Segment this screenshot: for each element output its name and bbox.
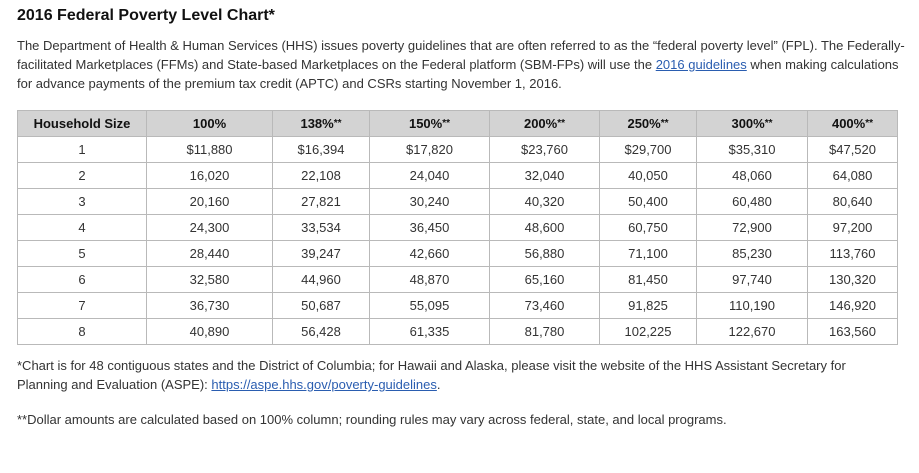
table-row xyxy=(18,215,898,241)
poverty-amount-cell: 27,821 xyxy=(273,189,370,215)
intro-text-end: when making calculations for advance payments of the premium tax credit (APTC) and CSRs starting November 1, 2016. xyxy=(17,57,899,91)
poverty-amount-cell: 20,160 xyxy=(147,189,273,215)
household-size-cell: 4 xyxy=(18,215,147,241)
poverty-amount-cell: 146,920 xyxy=(808,293,898,319)
column-header xyxy=(370,111,490,137)
poverty-amount-cell: 71,100 xyxy=(600,241,697,267)
poverty-amount-cell: 40,050 xyxy=(600,163,697,189)
poverty-amount-cell: 40,890 xyxy=(147,319,273,345)
footnote-text: *Chart is for 48 contiguous states and the District of Columbia; for Hawaii and Alaska, please visit the website of the HHS Assistant Secretary for Planning and Evaluation (ASPE): xyxy=(17,358,846,392)
table-body xyxy=(18,137,898,345)
table-header-row xyxy=(18,111,898,137)
poverty-amount-cell: 32,580 xyxy=(147,267,273,293)
poverty-amount-cell: 30,240 xyxy=(370,189,490,215)
aspe-link[interactable]: https://aspe.hhs.gov/poverty-guidelines xyxy=(211,377,437,392)
table-row xyxy=(18,319,898,345)
poverty-amount-cell: $47,520 xyxy=(808,137,898,163)
column-header-asterisks: ** xyxy=(764,118,773,129)
poverty-amount-cell: 113,760 xyxy=(808,241,898,267)
poverty-amount-cell: 97,200 xyxy=(808,215,898,241)
poverty-amount-cell: 40,320 xyxy=(490,189,600,215)
poverty-amount-cell: 81,450 xyxy=(600,267,697,293)
poverty-amount-cell: 24,040 xyxy=(370,163,490,189)
poverty-amount-cell: 64,080 xyxy=(808,163,898,189)
column-header-asterisks: ** xyxy=(865,118,874,129)
household-size-cell: 1 xyxy=(18,137,147,163)
poverty-amount-cell: 48,060 xyxy=(697,163,808,189)
footnote-period: . xyxy=(436,377,441,392)
poverty-amount-cell: 80,640 xyxy=(808,189,898,215)
poverty-amount-cell: 56,428 xyxy=(273,319,370,345)
poverty-amount-cell: 81,780 xyxy=(490,319,600,345)
column-header-asterisks: ** xyxy=(442,118,451,129)
poverty-amount-cell: 48,870 xyxy=(370,267,490,293)
table-row xyxy=(18,241,898,267)
intro-paragraph xyxy=(17,36,907,93)
poverty-amount-cell: 36,730 xyxy=(147,293,273,319)
poverty-amount-cell: $17,820 xyxy=(370,137,490,163)
column-header xyxy=(697,111,808,137)
household-size-cell: 2 xyxy=(18,163,147,189)
poverty-amount-cell: $23,760 xyxy=(490,137,600,163)
poverty-amount-cell: 36,450 xyxy=(370,215,490,241)
poverty-amount-cell: 56,880 xyxy=(490,241,600,267)
poverty-amount-cell: 110,190 xyxy=(697,293,808,319)
poverty-amount-cell: 73,460 xyxy=(490,293,600,319)
column-header-label: Household Size xyxy=(33,116,131,131)
poverty-amount-cell: 32,040 xyxy=(490,163,600,189)
column-header-asterisks: ** xyxy=(333,118,342,129)
table-row xyxy=(18,137,898,163)
poverty-amount-cell: 72,900 xyxy=(697,215,808,241)
poverty-amount-cell: 33,534 xyxy=(273,215,370,241)
footnote-rounding: **Dollar amounts are calculated based on 100% column; rounding rules may vary across federal, state, and local programs. xyxy=(17,412,727,427)
poverty-amount-cell: 65,160 xyxy=(490,267,600,293)
poverty-amount-cell: $35,310 xyxy=(697,137,808,163)
poverty-amount-cell: $29,700 xyxy=(600,137,697,163)
column-header xyxy=(273,111,370,137)
table-row xyxy=(18,267,898,293)
household-size-cell: 5 xyxy=(18,241,147,267)
poverty-amount-cell: 55,095 xyxy=(370,293,490,319)
poverty-amount-cell: 122,670 xyxy=(697,319,808,345)
poverty-amount-cell: 22,108 xyxy=(273,163,370,189)
poverty-amount-cell: 61,335 xyxy=(370,319,490,345)
column-header xyxy=(808,111,898,137)
intro-text: The Department of Health & Human Services (HHS) issues poverty guidelines that are often referred to as the “federal poverty level” (FPL). The Federally-facilitated Marketplaces (FFMs) and State-based Marketplaces on the Federal platform (SBM-FPs) will use the xyxy=(17,38,905,72)
poverty-amount-cell: 16,020 xyxy=(147,163,273,189)
poverty-amount-cell: 102,225 xyxy=(600,319,697,345)
poverty-amount-cell: 48,600 xyxy=(490,215,600,241)
household-size-cell: 6 xyxy=(18,267,147,293)
poverty-amount-cell: 163,560 xyxy=(808,319,898,345)
poverty-amount-cell: 28,440 xyxy=(147,241,273,267)
poverty-amount-cell: 60,480 xyxy=(697,189,808,215)
column-header-label: 100% xyxy=(192,116,227,131)
table-row xyxy=(18,293,898,319)
poverty-amount-cell: 39,247 xyxy=(273,241,370,267)
poverty-amount-cell: 50,400 xyxy=(600,189,697,215)
poverty-amount-cell: $16,394 xyxy=(273,137,370,163)
guidelines-link[interactable]: 2016 guidelines xyxy=(655,57,747,72)
column-header xyxy=(18,111,147,137)
poverty-amount-cell: 130,320 xyxy=(808,267,898,293)
household-size-cell: 7 xyxy=(18,293,147,319)
poverty-amount-cell: 97,740 xyxy=(697,267,808,293)
column-header-label: 400% xyxy=(831,116,866,131)
poverty-level-table xyxy=(17,110,898,345)
poverty-amount-cell: 42,660 xyxy=(370,241,490,267)
column-header-label: 138% xyxy=(300,116,334,131)
table-row xyxy=(18,189,898,215)
poverty-amount-cell: 91,825 xyxy=(600,293,697,319)
column-header-asterisks: ** xyxy=(557,118,566,129)
poverty-amount-cell: 24,300 xyxy=(147,215,273,241)
column-header xyxy=(600,111,697,137)
column-header xyxy=(490,111,600,137)
page-title: 2016 Federal Poverty Level Chart* xyxy=(17,7,275,24)
column-header-label: 200% xyxy=(523,116,558,131)
household-size-cell: 8 xyxy=(18,319,147,345)
poverty-amount-cell: 85,230 xyxy=(697,241,808,267)
column-header-asterisks: ** xyxy=(660,118,669,129)
poverty-amount-cell: $11,880 xyxy=(147,137,273,163)
footnote-contiguous-states xyxy=(17,356,897,394)
poverty-amount-cell: 44,960 xyxy=(273,267,370,293)
poverty-amount-cell: 60,750 xyxy=(600,215,697,241)
column-header-label: 250% xyxy=(627,116,661,131)
column-header xyxy=(147,111,273,137)
table-row xyxy=(18,163,898,189)
household-size-cell: 3 xyxy=(18,189,147,215)
column-header-label: 150% xyxy=(408,116,443,131)
column-header-label: 300% xyxy=(731,116,765,131)
poverty-amount-cell: 50,687 xyxy=(273,293,370,319)
